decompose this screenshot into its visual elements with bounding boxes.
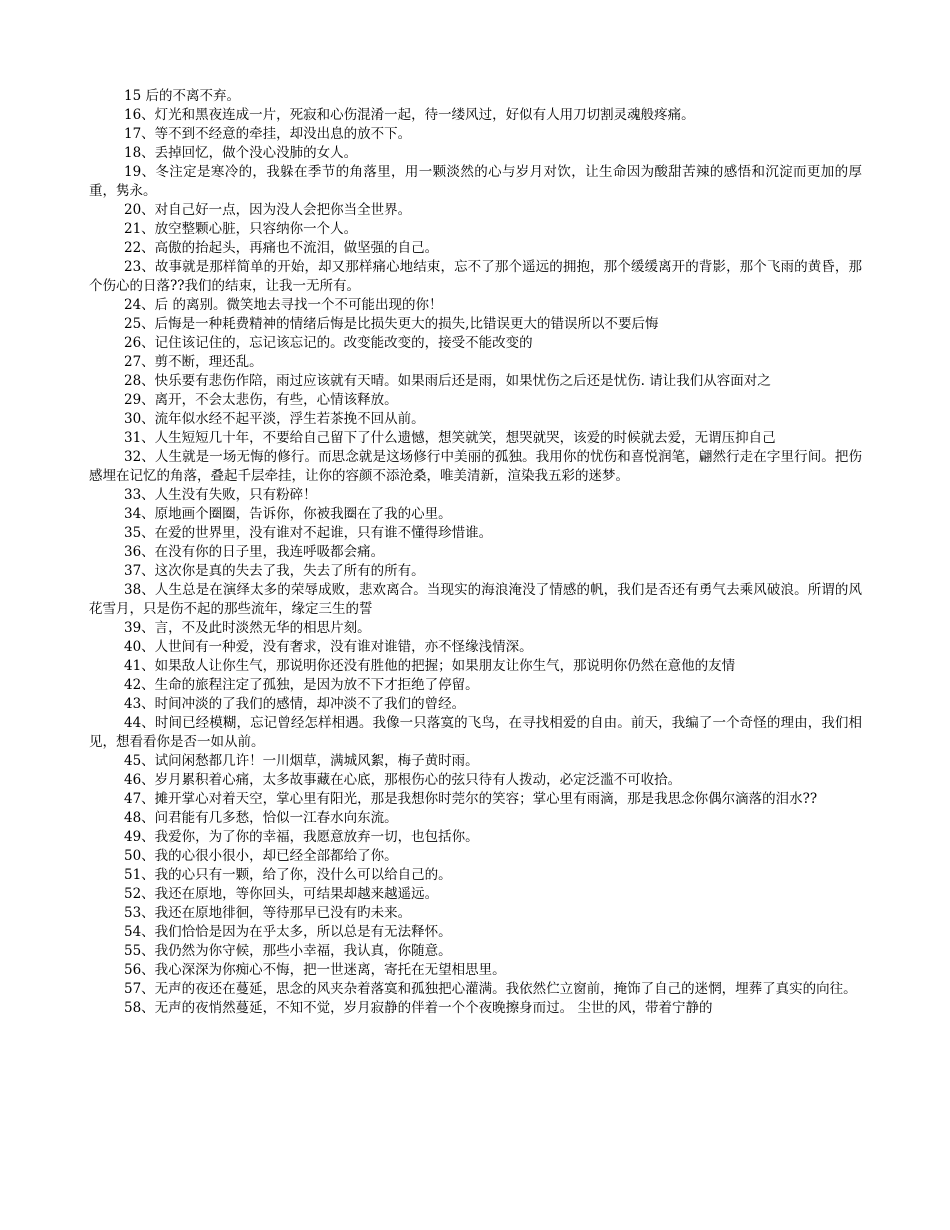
paragraph-42: 42、生命的旅程注定了孤独，是因为放不下才拒绝了停留。 [124,677,479,693]
paragraph-37: 37、这次你是真的失去了我，失去了所有的所有。 [124,563,425,579]
paragraph-55: 55、我仍然为你守候，那些小幸福，我认真，你随意。 [124,943,452,959]
paragraph-32: 32、人生就是一场无悔的修行。而思念就是这场修行中美丽的孤独。我用你的忧伤和喜悦润笔，翩然行走在字里行间。把伤感埋在记忆的角落，叠起千层牵挂，让你的容颜不添沧桑，唯美清新，渲染我五彩的迷梦。 [89,449,862,484]
paragraph-34: 34、原地画个圈圈，告诉你，你被我圈在了我的心里。 [124,506,452,522]
paragraph-40: 40、人世间有一种爱，没有奢求，没有谁对谁错，亦不怪缘浅情深。 [124,639,533,655]
paragraph-20: 20、对自己好一点，因为没人会把你当全世界。 [124,202,412,218]
paragraph-57: 57、无声的夜还在蔓延，思念的风夹杂着落寞和孤独把心灌满。我依然伫立窗前，掩饰了自己的迷惘，埋葬了真实的向往。 [124,981,857,997]
paragraph-24: 24、后 的离别。微笑地去寻找一个不可能出现的你！ [124,297,443,313]
paragraph-56: 56、我心深深为你痴心不悔，把一世迷离，寄托在无望相思里。 [124,962,506,978]
paragraph-27: 27、剪不断，理还乱。 [124,354,263,370]
paragraph-25: 25、后悔是一种耗费精神的情绪后悔是比损失更大的损失,比错误更大的错误所以不要后悔 [124,316,659,332]
paragraph-16: 16、灯光和黑夜连成一片，死寂和心伤混淆一起，待一缕风过，好似有人用刀切割灵魂般疼痛。 [124,107,695,123]
paragraph-18: 18、丢掉回忆，做个没心没肺的女人。 [124,145,358,161]
paragraph-38: 38、人生总是在演绎太多的荣辱成败，悲欢离合。当现实的海浪淹没了情感的帆，我们是否还有勇气去乘风破浪。所谓的风花雪月，只是伤不起的那些流年，缘定三生的誓 [89,582,862,617]
paragraph-45: 45、试问闲愁都几许！一川烟草，满城风絮，梅子黄时雨。 [124,753,479,769]
paragraph-33: 33、人生没有失败，只有粉碎！ [124,487,317,503]
paragraph-49: 49、我爱你，为了你的幸福，我愿意放弃一切，也包括你。 [124,829,479,845]
paragraph-52: 52、我还在原地，等你回头，可结果却越来越遥远。 [124,886,439,902]
paragraph-35: 35、在爱的世界里，没有谁对不起谁，只有谁不懂得珍惜谁。 [124,525,493,541]
paragraph-51: 51、我的心只有一颗，给了你，没什么可以给自己的。 [124,867,452,883]
paragraph-43: 43、时间冲淡的了我们的感情，却冲淡不了我们的曾经。 [124,696,466,712]
paragraph-17: 17、等不到不经意的牵挂，却没出息的放不下。 [124,126,412,142]
paragraph-22: 22、高傲的抬起头，再痛也不流泪，做坚强的自己。 [124,240,439,256]
paragraph-48: 48、问君能有几多愁，恰似一江春水向东流。 [124,810,398,826]
paragraph-53: 53、我还在原地徘徊，等待那早已没有旳未来。 [124,905,412,921]
paragraph-19: 19、冬注定是寒冷的，我躲在季节的角落里，用一颗淡然的心与岁月对饮，让生命因为酸甜苦辣的感悟和沉淀而更加的厚重，隽永。 [89,164,862,199]
paragraph-58: 58、无声的夜悄然蔓延，不知不觉，岁月寂静的伴着一个个夜晚擦身而过。 尘世的风，带着宁静的 [124,1000,713,1016]
document-page [89,87,862,1018]
paragraph-29: 29、离开，不会太悲伤，有些，心情该释放。 [124,392,398,408]
paragraph-41: 41、如果敌人让你生气，那说明你还没有胜他的把握；如果朋友让你生气，那说明你仍然在意他的友情 [124,658,736,674]
paragraph-50: 50、我的心很小很小，却已经全部都给了你。 [124,848,398,864]
paragraph-46: 46、岁月累积着心痛，太多故事藏在心底，那根伤心的弦只待有人拨动，必定泛滥不可收拾。 [124,772,682,788]
paragraph-15: 15 后的不离不弃。 [124,88,240,104]
paragraph-30: 30、流年似水经不起平淡，浮生若茶挽不回从前。 [124,411,425,427]
paragraph-23: 23、故事就是那样简单的开始，却又那样痛心地结束，忘不了那个遥远的拥抱，那个缓缓离开的背影，那个飞雨的黄昏，那个伤心的日落??我们的结束，让我一无所有。 [89,259,862,294]
paragraph-26: 26、记住该记住的，忘记该忘记的。改变能改变的，接受不能改变的 [124,335,533,351]
paragraph-54: 54、我们恰恰是因为在乎太多，所以总是有无法释怀。 [124,924,452,940]
paragraph-47: 47、摊开掌心对着天空，掌心里有阳光，那是我想你时莞尔的笑容；掌心里有雨滴，那是我思念你偶尔滴落的泪水?? [124,791,818,807]
paragraph-31: 31、人生短短几十年，不要给自己留下了什么遗憾，想笑就笑，想哭就哭，该爱的时候就去爱，无谓压抑自己 [124,430,776,446]
paragraph-36: 36、在没有你的日子里，我连呼吸都会痛。 [124,544,385,560]
paragraph-44: 44、时间已经模糊，忘记曾经怎样相遇。我像一只落寞的飞鸟，在寻找相爱的自由。前天，我编了一个奇怪的理由，我们相见，想看看你是否一如从前。 [89,715,862,750]
paragraph-39: 39、言，不及此时淡然无华的相思片刻。 [124,620,371,636]
paragraph-28: 28、快乐要有悲伤作陪，雨过应该就有天晴。如果雨后还是雨，如果忧伤之后还是忧伤. 请让我们从容面对之 [124,373,771,389]
paragraph-21: 21、放空整颗心脏，只容纳你一个人。 [124,221,358,237]
